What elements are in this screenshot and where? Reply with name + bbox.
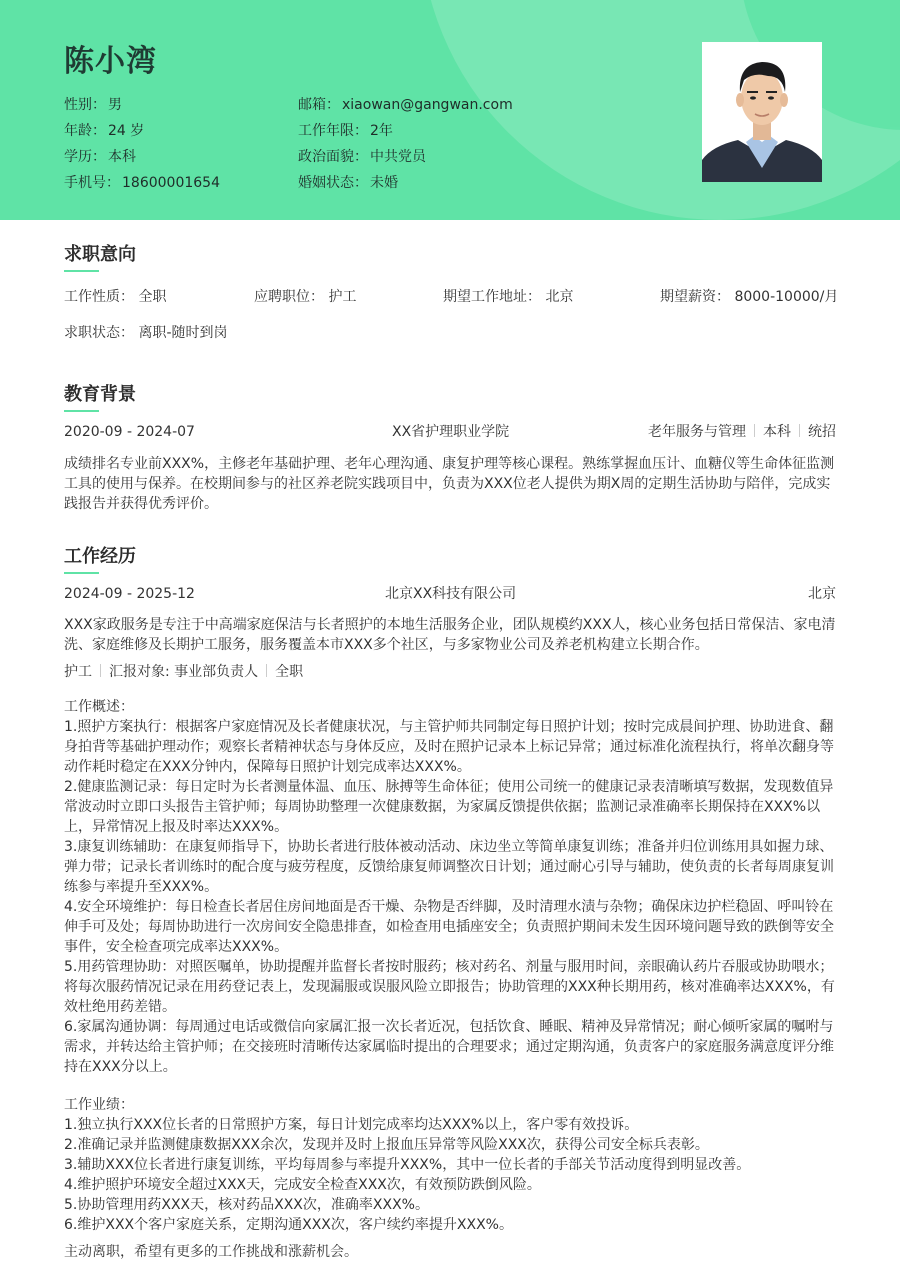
intent-location: 期望工作地址： 北京: [443, 289, 574, 305]
header-banner: [0, 0, 900, 220]
overview-item: 2.健康监测记录：每日定时为长者测量体温、血压、脉搏等生命体征；使用公司统一的健康记录表清晰填写数据，发现数值异常波动时立即口头报告主管护师；每周协助整理一次健康数据，为家属反馈提供依据；监测记录准确率长期保持在XXX%以上，异常情况上报及时率达XXX%。: [64, 779, 834, 835]
work-period: 2024-09 - 2025-12: [64, 586, 195, 602]
overview-item: 4.安全环境维护：每日检查长者居住房间地面是否干燥、杂物是否绊脚，及时清理水渍与杂物；确保床边护栏稳固、呼叫铃在伸手可及处；每周协助进行一次房间安全隐患排查，如检查用电插座安全；负责照护期间未发生因环境问题导致的跌倒等安全事件，安全检查项完成率达XXX%。: [64, 899, 834, 955]
intent-type: 工作性质： 全职: [64, 289, 167, 305]
work-overview: [64, 697, 836, 1077]
overview-item: 5.用药管理协助：对照医嘱单，协助提醒并监督长者按时服药；核对药名、剂量与服用时间，亲眼确认药片吞服或协助喂水；将每次服药情况记录在用药登记表上，发现漏服或误服风险立即报告；协助管理的XXX种长期用药，核对准确率达XXX%，有效杜绝用药差错。: [64, 959, 835, 1015]
education-tags: 老年服务与管理 本科 统招: [648, 424, 836, 440]
overview-item: 1.照护方案执行：根据客户家庭情况及长者健康状况，与主管护师共同制定每日照护计划；按时完成晨间护理、协助进食、翻身拍背等基础护理动作；观察长者精神状态与身体反应，及时在照护记录本上标记异常；通过标准化流程执行，将单次翻身等动作耗时稳定在XXX分钟内，保障每日照护计划完成率达XXX%。: [64, 719, 834, 775]
overview-item: 3.康复训练辅助：在康复师指导下，协助长者进行肢体被动活动、床边坐立等简单康复训练；准备并归位训练用具如握力球、弹力带；记录长者训练时的配合度与疲劳程度，反馈给康复师调整次日计划；通过耐心引导与辅助，使负责的长者每周康复训练参与率提升至XXX%。: [64, 839, 834, 895]
work-city: 北京: [808, 586, 836, 602]
leave-reason: 主动离职，希望有更多的工作挑战和涨薪机会。: [64, 1244, 358, 1260]
achievement-item: 5.协助管理用药XXX天，核对药品XXX次，准确率XXX%。: [64, 1197, 429, 1213]
achievement-item: 6.维护XXX个客户家庭关系，定期沟通XXX次，客户续约率提升XXX%。: [64, 1217, 513, 1233]
education-school: XX省护理职业学院: [392, 424, 510, 440]
info-political: 政治面貌： 中共党员: [298, 149, 426, 165]
section-underline: [64, 572, 99, 574]
work-company-description: XXX家政服务是专注于中高端家庭保洁与长者照护的本地生活服务企业，团队规模约XXX人，核心业务包括日常保洁、家电清洗、家庭维修及长期护工服务，服务覆盖本市XXX多个社区，与多家物业公司及养老机构建立长期合作。: [64, 617, 836, 653]
intent-position: 应聘职位： 护工: [254, 289, 357, 305]
achievements-title: 工作业绩：: [64, 1097, 134, 1113]
overview-item: 6.家属沟通协调：每周通过电话或微信向家属汇报一次长者近况，包括饮食、睡眠、精神及异常情况；耐心倾听家属的嘱咐与需求，并转达给主管护师；在交接班时清晰传达家属临时提出的合理要求；通过定期沟通，负责客户的家庭服务满意度评分维持在XXX分以上。: [64, 1019, 834, 1075]
info-email: 邮箱： xiaowan@gangwan.com: [298, 97, 513, 113]
section-title-intent: 求职意向: [64, 244, 136, 265]
info-years: 工作年限： 2年: [298, 123, 393, 139]
section-underline: [64, 270, 99, 272]
avatar-photo: [702, 42, 822, 182]
section-title-work: 工作经历: [64, 546, 136, 567]
work-achievements: [64, 1095, 836, 1235]
work-company: 北京XX科技有限公司: [385, 586, 517, 602]
candidate-name: 陈小湾: [64, 44, 157, 79]
info-education: 学历： 本科: [64, 149, 136, 165]
work-tags: 护工 汇报对象: 事业部负责人 全职: [64, 664, 304, 680]
intent-salary: 期望薪资： 8000-10000/月: [660, 289, 839, 305]
achievement-item: 2.准确记录并监测健康数据XXX余次，发现并及时上报血压异常等风险XXX次，获得公司安全标兵表彰。: [64, 1137, 709, 1153]
info-marital: 婚姻状态： 未婚: [298, 175, 398, 191]
achievement-item: 1.独立执行XXX位长者的日常照护方案，每日计划完成率均达XXX%以上，客户零有效投诉。: [64, 1117, 639, 1133]
section-title-education: 教育背景: [64, 384, 136, 405]
achievement-item: 4.维护照护环境安全超过XXX天，完成安全检查XXX次，有效预防跌倒风险。: [64, 1177, 541, 1193]
education-period: 2020-09 - 2024-07: [64, 424, 195, 440]
intent-status: 求职状态： 离职-随时到岗: [64, 325, 228, 341]
education-description: 成绩排名专业前XXX%，主修老年基础护理、老年心理沟通、康复护理等核心课程。熟练掌握血压计、血糖仪等生命体征监测工具的使用与保养。在校期间参与的社区养老院实践项目中，负责为XXX位老人提供为期X周的定期生活协助与陪伴，完成实践报告并获得优秀评价。: [64, 456, 835, 512]
info-phone: 手机号： 18600001654: [64, 175, 220, 191]
achievement-item: 3.辅助XXX位长者进行康复训练，平均每周参与率提升XXX%，其中一位长者的手部关节活动度得到明显改善。: [64, 1157, 751, 1173]
section-underline: [64, 410, 99, 412]
info-gender: 性别： 男: [64, 97, 122, 113]
info-age: 年龄： 24 岁: [64, 123, 145, 139]
overview-title: 工作概述：: [64, 699, 134, 715]
